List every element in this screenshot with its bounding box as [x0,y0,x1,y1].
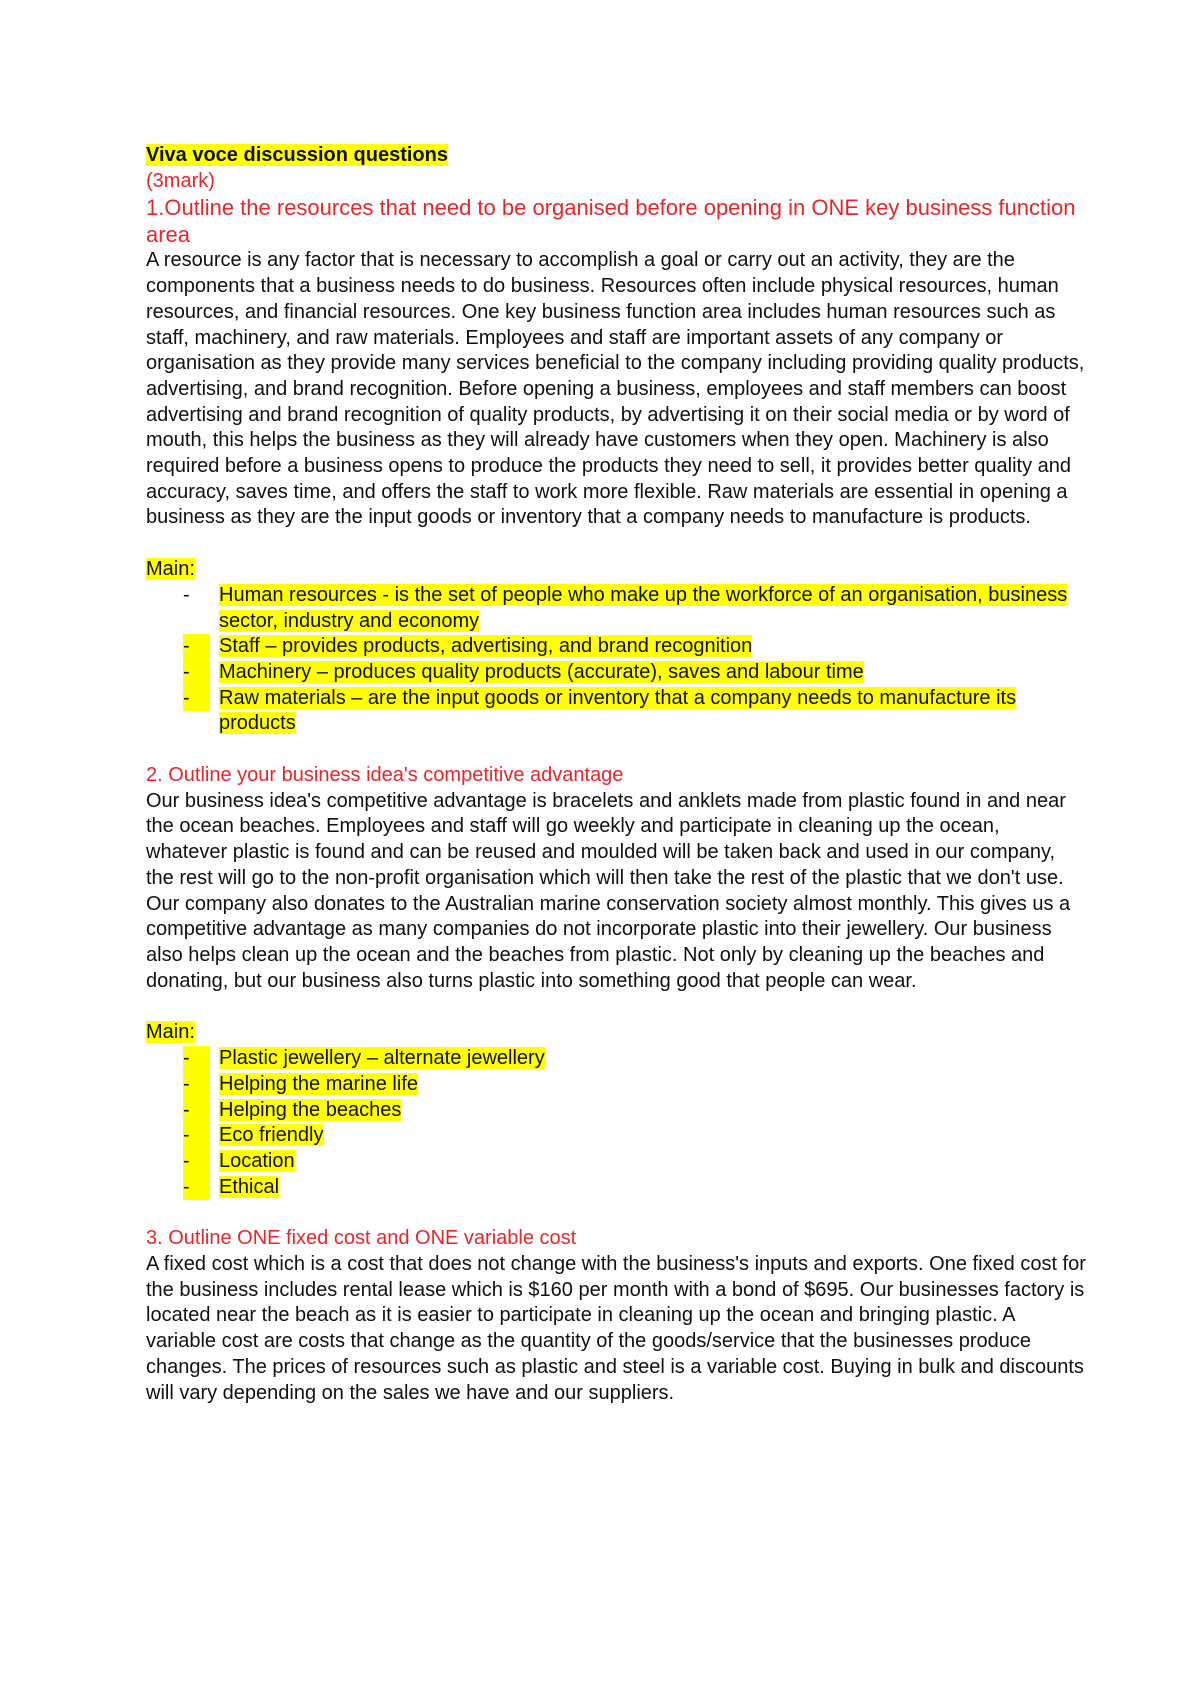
q2-bullet-list [146,1046,1086,1200]
list-item [146,583,1086,634]
list-item [146,634,1086,660]
q3-answer: A fixed cost which is a cost that does not change with the business's inputs and exports. One fixed cost for the business includes rental lease which is $160 per month with a bond of $695. Our businesses factory is located near the beach as it is easier to participate in cleaning up the ocean and bringing plastic. A variable cost are costs that change as the quantity of the goods/service that the businesses produce changes. The prices of resources such as plastic and steel is a variable cost. Buying in bulk and discounts will vary depending on the sales we have and our suppliers. [146,1253,1086,1404]
q3-heading: 3. Outline ONE fixed cost and ONE variable cost [146,1227,577,1250]
bullet-text: Human resources - is the set of people who make up the workforce of an organisation, business sector, industry and economy [219,583,1068,632]
bullet-dash: - [183,583,190,606]
bullet-text: Location [219,1149,295,1172]
bullet-text: Ethical [219,1175,280,1198]
bullet-dash: - [183,1175,210,1201]
bullet-dash: - [183,1149,210,1175]
bullet-dash: - [183,1072,210,1098]
q2-answer: Our business idea's competitive advantage is bracelets and anklets made from plastic found in and near the ocean beaches. Employees and staff will go weekly and participate in cleaning up the ocean, whatever plastic is found and can be reused and moulded will be taken back and used in our company, the rest will go to the non-profit organisation which will then take the rest of the plastic that we don't use. Our company also donates to the Australian marine conservation society almost monthly. This gives us a competitive advantage as many companies do not incorporate plastic into their jewellery. Our business also helps clean up the ocean and the beaches from plastic. Not only by cleaning up the beaches and donating, but our business also turns plastic into something good that people can wear. [146,789,1071,992]
bullet-dash: - [183,634,210,660]
bullet-text: Eco friendly [219,1124,324,1147]
q1-heading: 1.Outline the resources that need to be organised before opening in ONE key business function area [146,195,1076,248]
mark-label: (3mark) [146,169,215,192]
bullet-text: Helping the marine life [219,1072,418,1095]
list-item [146,686,1086,737]
q2-heading: 2. Outline your business idea's competitive advantage [146,764,624,787]
bullet-dash: - [183,686,210,712]
q1-main-line [146,557,1086,583]
bullet-dash: - [183,1123,210,1149]
q1-answer: A resource is any factor that is necessary to accomplish a goal or carry out an activity, they are the components that a business needs to do business. Resources often include physical resources, human resources, and financial resources. One key business function area includes human resources such as staff, machinery, and raw materials. Employees and staff are important assets of any company or organisation as they provide many services beneficial to the company including providing quality products, advertising, and brand recognition. Before opening a business, employees and staff members can boost advertising and brand recognition of quality products, by advertising it on their social media or by word of mouth, this helps the business as they will already have customers when they open. Machinery is also required before a business opens to produce the products they need to sell, it provides better quality and accuracy, saves time, and offers the staff to work more flexible. Raw materials are essential in opening a business as they are the input goods or inventory that a company needs to manufacture is products. [146,249,1085,529]
spacer [146,1200,1086,1226]
bullet-dash: - [183,1098,210,1124]
doc-title: Viva voce discussion questions [146,144,448,166]
bullet-dash: - [183,1046,210,1072]
bullet-text: Staff – provides products, advertising, and brand recognition [219,635,753,658]
doc-title-line [146,143,1086,169]
list-item [146,1098,1086,1124]
list-item [146,1046,1086,1072]
list-item [146,1123,1086,1149]
bullet-text: Helping the beaches [219,1098,402,1121]
list-item [146,660,1086,686]
spacer [146,531,1086,557]
spacer [146,994,1086,1020]
list-item [146,1072,1086,1098]
bullet-text: Machinery – produces quality products (accurate), saves and labour time [219,660,864,683]
list-item [146,1149,1086,1175]
bullet-text: Raw materials – are the input goods or inventory that a company needs to manufacture its products [219,686,1017,735]
q2-main-line [146,1020,1086,1046]
document-page [146,143,1086,1406]
q1-main-label: Main: [146,558,195,581]
bullet-text: Plastic jewellery – alternate jewellery [219,1047,545,1070]
q2-main-label: Main: [146,1021,195,1044]
spacer [146,737,1086,763]
list-item [146,1175,1086,1201]
q1-bullet-list [146,583,1086,737]
bullet-dash: - [183,660,210,686]
